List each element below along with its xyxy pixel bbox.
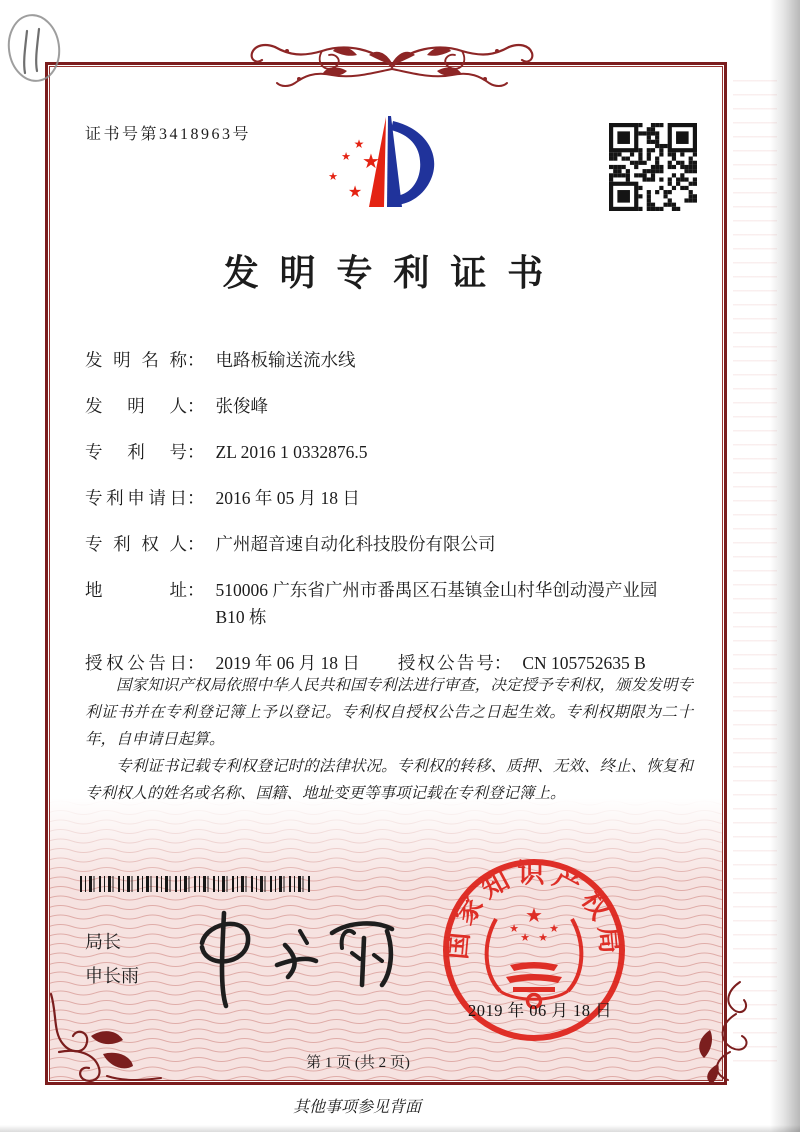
cnipa-logo-icon: [328, 104, 470, 222]
field-label: 发明名称: [85, 350, 187, 370]
field-value: 张俊峰: [215, 396, 268, 416]
field-value: ZL 2016 1 0332876.5: [215, 442, 368, 462]
director-title-label: 局长: [85, 932, 121, 952]
svg-text:★: ★: [347, 182, 363, 201]
seal-text: 国家知识产权局: [441, 858, 627, 961]
scan-edge-shadow: [770, 0, 800, 1132]
svg-text:★: ★: [509, 922, 519, 935]
svg-text:★: ★: [549, 922, 559, 935]
svg-text:★: ★: [525, 903, 543, 927]
certificate-title: 发明专利证书: [222, 253, 565, 293]
field-patent-number: 专利号 ： ZL 2016 1 0332876.5: [85, 439, 695, 466]
field-value: 510006 广东省广州市番禺区石基镇金山村华创动漫产业园 B10 栋: [215, 580, 658, 627]
field-label: 专利权人: [85, 534, 187, 554]
field-label: 专利申请日: [85, 488, 187, 508]
qr-code-icon: [609, 123, 697, 211]
svg-text:★: ★: [362, 149, 380, 173]
field-filing-date: 专利申请日 ： 2016 年 05 月 18 日: [85, 485, 695, 512]
barcode: [80, 876, 313, 892]
director-signature: [182, 893, 407, 1015]
field-value: 广州超音速自动化科技股份有限公司: [215, 534, 496, 554]
field-value: 2016 年 05 月 18 日: [215, 488, 360, 508]
field-inventor: 发明人 ： 张俊峰: [85, 393, 695, 420]
field-address: 地址 ： 510006 广东省广州市番禺区石基镇金山村华创动漫产业园 B10 栋: [85, 577, 695, 631]
field-label: 地址: [85, 580, 187, 600]
director-name: 申长雨: [85, 966, 139, 986]
field-label: 授权公告日: [85, 653, 187, 673]
back-side-note: 其他事项参见背面: [293, 1099, 422, 1116]
handwritten-11-annotation: [5, 11, 65, 85]
svg-text:★: ★: [328, 170, 338, 183]
field-grant-date-row: 授权公告日 ： 2019 年 06 月 18 日 授权公告号 ： CN 105752635 B: [85, 650, 695, 677]
field-value: 电路板输送流水线: [215, 350, 356, 370]
certificate-number: 证书号第3418963号: [85, 126, 252, 143]
scan-bottom-shadow: [0, 1125, 800, 1132]
legal-text: [85, 672, 693, 807]
legal-paragraph-1: 国家知识产权局依照中华人民共和国专利法进行审查，决定授予专利权，颁发发明专利证书并在专利登记簿上予以登记。专利权自授权公告之日起生效。专利权期限为二十年，自申请日起算。: [85, 677, 693, 748]
svg-text:★: ★: [341, 150, 351, 163]
svg-text:★: ★: [538, 931, 548, 944]
field-label: 专利号: [85, 442, 187, 462]
field-patentee: 专利权人 ： 广州超音速自动化科技股份有限公司: [85, 531, 695, 558]
field-value: 2019 年 06 月 18 日: [215, 653, 360, 673]
page-number: 第 1 页 (共 2 页): [306, 1055, 410, 1071]
field-grant-number: 授权公告号 ： CN 105752635 B: [398, 650, 646, 677]
field-invention-name: 发明名称 ： 电路板输送流水线: [85, 347, 695, 374]
field-label: 授权公告号: [397, 653, 494, 673]
right-ornament-icon: [688, 980, 754, 1086]
legal-paragraph-2: 专利证书记载专利权登记时的法律状况。专利权的转移、质押、无效、终止、恢复和专利权人的姓名或名称、国籍、地址变更等事项记载在专利登记簿上。: [85, 758, 693, 802]
top-flourish-ornament-icon: [236, 33, 548, 97]
svg-text:★: ★: [353, 137, 365, 151]
seal-date: 2019 年 06 月 18 日: [468, 1001, 613, 1020]
field-label: 发明人: [85, 396, 187, 416]
field-list: [85, 347, 695, 696]
field-value: CN 105752635 B: [522, 653, 646, 673]
svg-text:★: ★: [520, 931, 530, 944]
